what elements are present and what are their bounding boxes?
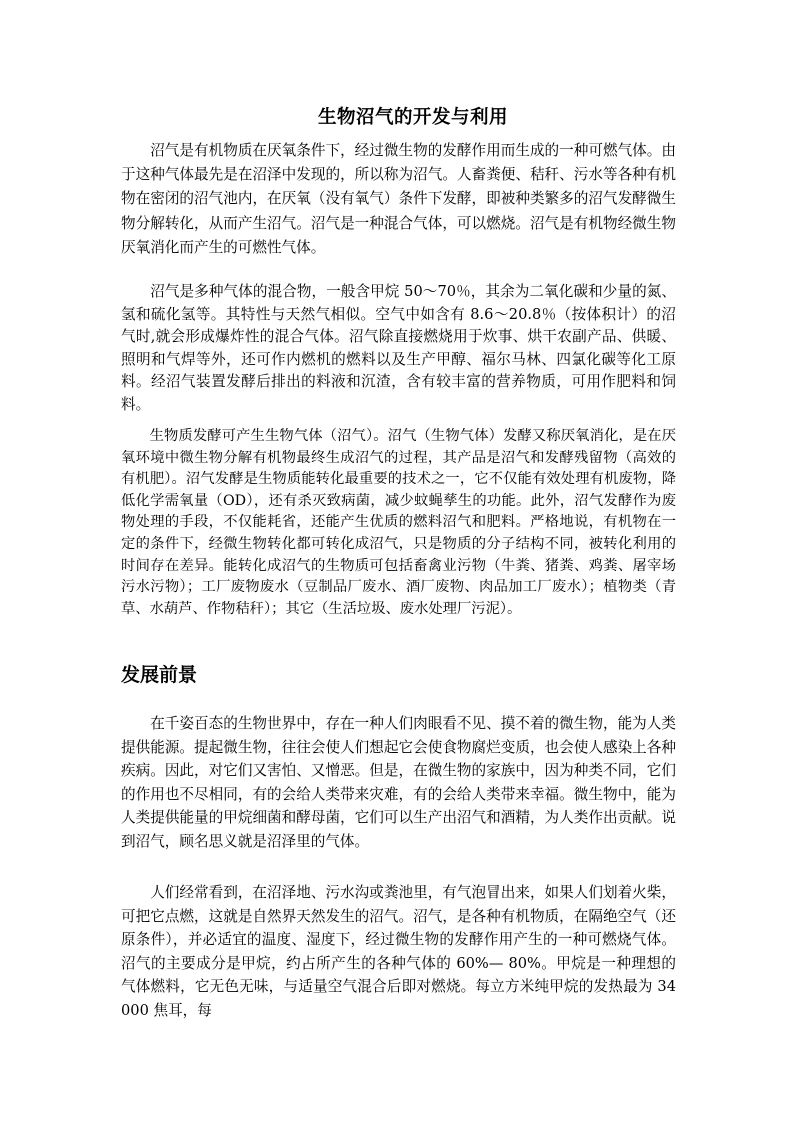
body-paragraph: 沼气是有机物质在厌氧条件下，经过微生物的发酵作用而生成的一种可燃气体。由于这种气体最先是在沼泽中发现的，所以称为沼气。人畜粪便、秸秆、污水等各种有机物在密闭的沼气池内，在厌氧（没有氧气）条件下发酵，即被种类繁多的沼气发酵微生物分解转化，从而产生沼气。沼气是一种混合气体，可以燃烧。沼气是有机物经微生物厌氧消化而产生的可燃性气体。 [121, 142, 676, 256]
body-paragraph: 生物质发酵可产生生物气体（沼气）。沼气（生物气体）发酵又称厌氧消化，是在厌氧环境中微生物分解有机物最终生成沼气的过程，其产品是沼气和发酵残留物（高效的有机肥）。沼气发酵是生物质能转化最重要的技术之一，它不仅能有效处理有机废物，降低化学需氧量（OD），还有杀灭致病菌，减少蚊蝇孳生的功能。此外，沼气发酵作为废物处理的手段，不仅能耗省，还能产生优质的燃料沼气和肥料。严格地说，有机物在一定的条件下，经微生物转化都可转化成沼气，只是物质的分子结构不同，被转化利用的时间存在差异。能转化成沼气的生物质可包括畜禽业污物（牛粪、猪粪、鸡粪、屠宰场污水污物）；工厂废物废水（豆制品厂废水、酒厂废物、肉品加工厂废水）；植物类（青草、水葫芦、作物秸秆）；其它（生活垃圾、废水处理厂污泥）。 [121, 428, 676, 617]
body-paragraph: 沼气是多种气体的混合物，一般含甲烷 50～70％，其余为二氧化碳和少量的氮、氢和硫化氢等。其特性与天然气相似。空气中如含有 8.6～20.8％（按体积计）的沼气时,就会形成爆炸性的混合气体。沼气除直接燃烧用于炊事、烘干农副产品、供暖、照明和气焊等外，还可作内燃机的燃料以及生产甲醇、福尔马林、四氯化碳等化工原料。经沼气装置发酵后排出的料液和沉渣，含有较丰富的营养物质，可用作肥料和饲料。 [121, 283, 676, 413]
section-paragraph: 人们经常看到，在沼泽地、污水沟或粪池里，有气泡冒出来，如果人们划着火柴，可把它点燃，这就是自然界天然发生的沼气。沼气，是各种有机物质，在隔绝空气（还原条件），并必适宜的温度、湿度下，经过微生物的发酵作用产生的一种可燃烧气体。沼气的主要成分是甲烷，约占所产生的各种气体的 60%— 80%。甲烷是一种理想的气体燃料，它无色无味，与适量空气混合后即对燃烧。每立方米纯甲烷的发热最为 34000 焦耳，每 [121, 884, 676, 1019]
section-paragraph: 在千姿百态的生物世界中，存在一种人们肉眼看不见、摸不着的微生物，能为人类提供能源。提起微生物，往往会使人们想起它会使食物腐烂变质，也会使人感染上各种疾病。因此，对它们又害怕、又憎恶。但是，在微生物的家族中，因为种类不同，它们的作用也不尽相同，有的会给人类带来灾难，有的会给人类带来幸福。微生物中，能为人类提供能量的甲烷细菌和酵母菌，它们可以生产出沼气和酒精，为人类作出贡献。说到沼气，顾名思义就是沼泽里的气体。 [121, 715, 676, 850]
document-title: 生物沼气的开发与利用 [317, 107, 508, 128]
section-heading: 发展前景 [121, 664, 198, 686]
